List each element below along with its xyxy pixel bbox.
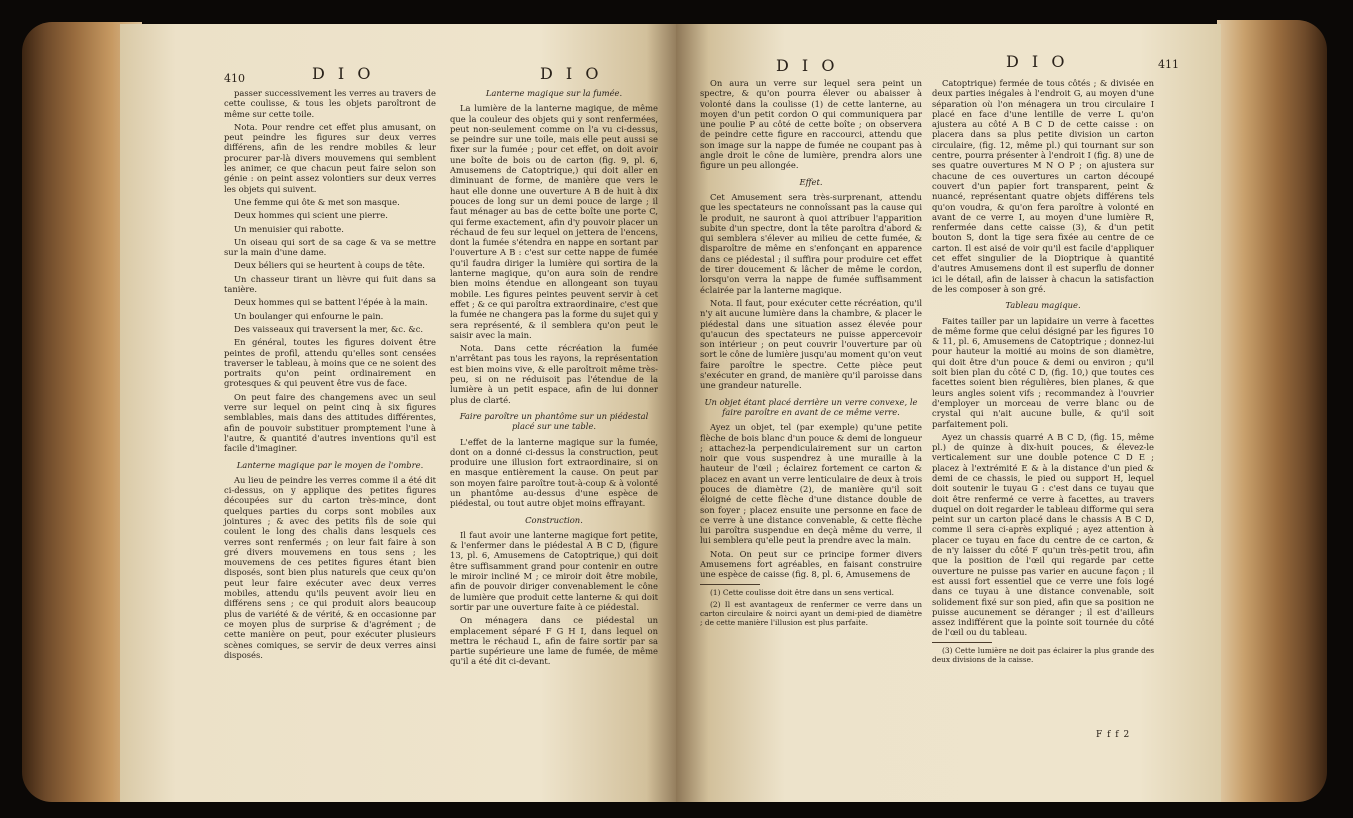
paragraph: Ayez un chassis quarré A B C D, (fig. 15, même pl.) de quinze à dix-huit pouces, & élevez-le verticalement sur une double potence C D E ; placez à l'extrémité E & à la distance d'un pied & demi de ce chassis, le pied ou support H, lequel doit soutenir le tuyau G : c'est dans ce tuyau que doit être renfermé ce verre à facettes, au travers duquel on doit regarder le tableau difforme qui sera peint sur un carton placé dans le chassis A B C D, comme il sera ci-après expliqué ; ayez attention à placer ce tuyau en face du centre de ce carton, & de n'y laisser du côté F qu'un très-petit trou, afin que la position de l'œil qui regarde par cette ouverture ne puisse pas varier en aucune façon ; il est aussi fort essentiel que ce verre une fois logé dans ce tuyau à une distance convenable, soit solidement fixé sur son pied, afin que sa position ne puisse aucunement se déranger ; il est d'ailleurs assez indifférent que la pointe soit tournée du côté de l'œil ou du tableau. <box>932 431 1154 638</box>
list-item: Un menuisier qui rabotte. <box>234 223 344 234</box>
running-head-right-col1: D I O <box>776 56 839 75</box>
section-heading: Tableau magique. <box>1005 300 1081 311</box>
list-item: Un oiseau qui sort de sa cage & va se mettre sur la main d'une dame. <box>224 236 436 258</box>
list-item: Deux hommes qui scient une pierre. <box>234 210 388 221</box>
paragraph: La lumière de la lanterne magique, de même que la couleur des objets qui y sont renfermées, peut non-seulement comme on l'a vu ci-dessus, se peindre sur une toile, mais elle peut aussi se fixer sur la fumée ; pour cet effet, on doit avoir une boîte de bois ou de carton (fig. 9, pl. 6, Amusemens de Catoptrique,) qui doit aller en diminuant de forme, de manière que vers le haut elle donne une ouverture A B de huit à dix pouces de long sur un demi pouce de large ; il faut ménager au bas de cette boîte une porte C, qui ferme exactement, afin d'y pouvoir placer un réchaud de feu sur lequel on jettera de l'encens, dont la fumée s'étendra en nappe en sortant par l'ouverture A B : c'est sur cette nappe de fumée qu'il faudra diriger la lumière qui sortira de la lanterne magique, qu'on aura soin de rendre bien moins étendue en allongeant son tuyau mobile. Les figures peintes peuvent servir à cet effet ; & ce qui paroîtra extraordinaire, c'est que la fumée ne changera pas la forme du sujet qui y sera représenté, & il semblera qu'on peut le saisir avec la main. <box>450 103 658 340</box>
list-item: Des vaisseaux qui traversent la mer, &c. &c. <box>234 323 424 334</box>
footnote-rule <box>700 584 760 585</box>
paragraph: Faites tailler par un lapidaire un verre à facettes de même forme que celui désigné par les figures 10 & 11, pl. 6, Amusemens de Catoptrique ; donnez-lui pour hauteur la moitié au moins de son diamètre, qui doit être d'un pouce & demi ou environ ; qu'il soit bien plan du côté C D, (fig. 10,) que toutes ces facettes soient bien régulières, bien planes, & que leurs angles soient vifs ; recommandez à l'ouvrier d'employer un morceau de verre blanc ou de crystal qui n'ait aucune bulle, & qu'il soit parfaitement poli. <box>932 315 1154 429</box>
paragraph: Nota. Il faut, pour exécuter cette récréation, qu'il n'y ait aucune lumière dans la chambre, & placer le piédestal dans une situation assez élevée pour qu'aucun des spectateurs ne puisse appercevoir son intérieur ; on peut couvrir l'ouverture par où sort le cône de lumière jusqu'au moment qu'on veut faire paroître le spectre. Cette pièce peut s'exécuter en grand, de manière qu'il paroisse dans une grandeur naturelle. <box>700 297 922 391</box>
paragraph: Ayez un objet, tel (par exemple) qu'une petite flèche de bois blanc d'un pouce & demi de longueur ; attachez-la perpendiculairement sur un carton noir que vous suspendrez à une muraille à la hauteur de l'œil ; éclairez fortement ce carton & placez en avant un verre lenticulaire de deux à trois pouces de diamètre (2), de manière qu'il soit éloigné de cette flèche d'une distance double de son foyer ; placez ensuite une personne en face de ce verre à une distance convenable, & cette flèche lui paroîtra suspendue en deçà même du verre, il lui semblera qu'elle peut la prendre avec la main. <box>700 422 922 546</box>
list-item: Un boulanger qui enfourne le pain. <box>234 310 384 321</box>
running-head-right-col2: D I O <box>1006 52 1069 71</box>
left-column-1 <box>224 88 436 663</box>
paragraph: On ménagera dans ce piédestal un emplacement séparé F G H I, dans lequel on mettra le réchaud L, afin de faire sortir par sa partie supérieure une lame de fumée, de même qu'il a été dit ci-devant. <box>450 615 658 667</box>
paragraph: Nota. Pour rendre cet effet plus amusant, on peut peindre les figures sur deux verres différens, afin de les rendre mobiles & leur procurer par-là divers mouvemens qui semblent les animer, ce que chacun peut faire selon son génie : on peint assez volontiers sur deux verres les objets qui suivent. <box>224 121 436 194</box>
section-heading: Effet. <box>799 176 823 187</box>
paragraph: On peut faire des changemens avec un seul verre sur lequel on peint cinq à six figures semblables, mais dans des attitudes différentes, afin de pouvoir substituer promptement l'une à l'autre, & quantité d'autres inventions qu'il est facile d'imaginer. <box>224 391 436 454</box>
left-column-2 <box>450 88 658 670</box>
footnote: (3) Cette lumière ne doit pas éclairer la plus grande des deux divisions de la caisse. <box>932 645 1154 664</box>
footnote-rule <box>932 642 992 643</box>
paragraph: Nota. On peut sur ce principe former divers Amusemens fort agréables, en faisant construire une espèce de caisse (fig. 8, pl. 6, Amusemens de <box>700 548 922 580</box>
section-heading: Lanterne magique par le moyen de l'ombre. <box>236 459 424 470</box>
page-number-right: 411 <box>1158 58 1179 71</box>
section-heading: Faire paroître un phantôme sur un piédestal placé sur une table. <box>459 410 649 432</box>
footnote: (2) Il est avantageux de renfermer ce verre dans un carton circulaire & noirci ayant un demi-pied de diamètre ; de cette manière l'illusion est plus parfaite. <box>700 599 922 627</box>
paragraph: On aura un verre sur lequel sera peint un spectre, & qu'on pourra élever ou abaisser à volonté dans la coulisse (1) de cette lanterne, au moyen d'un petit cordon O qui communiquera par une poulie P au côté de cette boîte ; on observera de peindre cette figure en raccourci, attendu que son image sur la nappe de fumée ne coupant pas à angle droit le cône de lumière, prendra alors une figure un peu allongée. <box>700 78 922 171</box>
section-heading: Lanterne magique sur la fumée. <box>485 88 623 98</box>
left-page <box>120 24 680 802</box>
paragraph: En général, toutes les figures doivent être peintes de profil, attendu qu'elles sont censées traverser le tableau, à moins que ce ne soient des portraits qu'on peint ordinairement en grotesques & qui peuvent être vus de face. <box>224 337 436 389</box>
section-heading: Construction. <box>525 514 583 525</box>
paragraph: Au lieu de peindre les verres comme il a été dit ci-dessus, on y applique des petites figures découpées sur du carton très-mince, dont quelques parties du corps sont mobiles aux jointures ; & avec des petits fils de soie qui coulent le long des chalis dans lesquels ces verres sont renfermés ; on leur fait faire à son gré divers mouvemens en tous sens ; les mouvemens de ces petites figures étant bien disposés, sont bien plus naturels que ceux qu'on peut leur faire exécuter avec deux verres mobiles, attendu qu'ils peuvent avoir lieu en différens sens ; ce qui produit alors beaucoup plus de variété & de vérité, & en occasionne par ce moyen plus de surprise & d'agrément ; de cette manière on peut, pour exécuter plusieurs scènes comiques, se servir de deux verres ainsi disposés. <box>224 474 436 660</box>
list-item: Deux béliers qui se heurtent à coups de tête. <box>234 260 425 271</box>
running-head-left-col1: D I O <box>312 64 375 83</box>
paragraph: passer successivement les verres au travers de cette coulisse, & tous les objets paroîtront de même sur cette toile. <box>224 88 436 119</box>
list-item: Une femme qui ôte & met son masque. <box>234 196 400 207</box>
paragraph: L'effet de la lanterne magique sur la fumée, dont on a donné ci-dessus la construction, peut produire une illusion fort extraordinaire, si on en masque entièrement la cause. On peut par son moyen faire paroître tout-à-coup & à volonté un phantôme au-dessus d'une espèce de piédestal, ou tout autre objet moins effrayant. <box>450 436 658 509</box>
signature-mark: F f f 2 <box>1096 730 1131 740</box>
section-heading: Un objet étant placé derrière un verre convexe, le faire paroître en avant de ce même verre. <box>704 396 918 417</box>
list-item: Deux hommes qui se battent l'épée à la main. <box>234 297 428 308</box>
list-item: Un chasseur tirant un lièvre qui fuit dans sa tanière. <box>224 273 436 295</box>
paragraph: Il faut avoir une lanterne magique fort petite, & l'enfermer dans le piédestal A B C D, (figure 13, pl. 6, Amusemens de Catoptrique,) qui doit être suffisamment grand pour contenir en outre le miroir incliné M ; ce miroir doit être mobile, afin de pouvoir diriger convenablement le cône de lumière que produit cette lanterne & qui doit sortir par une ouverture faite à ce piédestal. <box>450 529 658 612</box>
paragraph: Cet Amusement sera très-surprenant, attendu que les spectateurs ne connoîssant pas la cause qui le produit, ne sauront à quoi attribuer l'apparition subite d'un spectre, dont la tête paroîtra d'abord & qui semblera s'élever au milieu de cette fumée, & disparoître de même en s'enfonçant en apparence dans ce piédestal ; il suffira pour produire cet effet de tirer doucement & lâcher de même le cordon, lorsqu'on verra la nappe de fumée suffisamment éclairée par la lanterne magique. <box>700 191 922 295</box>
right-column-1 <box>700 78 922 630</box>
right-page-edges <box>1217 20 1327 802</box>
footnote: (1) Cette coulisse doit être dans un sens vertical. <box>710 587 895 597</box>
right-page <box>676 24 1221 802</box>
paragraph: Catoptrique) fermée de tous côtés ; & divisée en deux parties inégales à l'endroit G, au moyen d'une séparation où l'on ménagera un trou circulaire I placé en face d'une lentille de verre L qu'on ajustera au côté A B C D de cette caisse : on placera dans sa plus petite division un carton circulaire, (fig. 12, même pl.) qui tournant sur son centre, pourra présenter à l'endroit I (fig. 8) une de ses quatre ouvertures M N O P ; on ajustera sur chacune de ces ouvertures un carton découpé couvert d'un papier fort transparent, peint & nuancé, représentant quatre objets différens tels qu'on voudra, & qu'on fera paroître à volonté en avant de ce verre I, au moyen d'une lumière R, renfermée dans cette caisse (3), & d'un petit bouton S, dont la tige sera fixée au centre de ce carton. Il est aisé de voir qu'il est facile d'appliquer cet effet singulier de la Dioptrique à quantité d'autres Amusemens dont il est superflu de donner ici le détail, afin de laisser à chacun la satisfaction de les composer à son gré. <box>932 78 1154 294</box>
page-number-left: 410 <box>224 72 245 85</box>
running-head-left-col2: D I O <box>540 64 603 83</box>
paragraph: Nota. Dans cette récréation la fumée n'arrêtant pas tous les rayons, la représentation est bien moins vive, & elle paroîtroit même très-peu, si on ne réduisoit pas l'étendue de la lumière à un petit espace, afin de lui donner plus de clarté. <box>450 343 658 405</box>
right-column-2 <box>932 78 1154 667</box>
